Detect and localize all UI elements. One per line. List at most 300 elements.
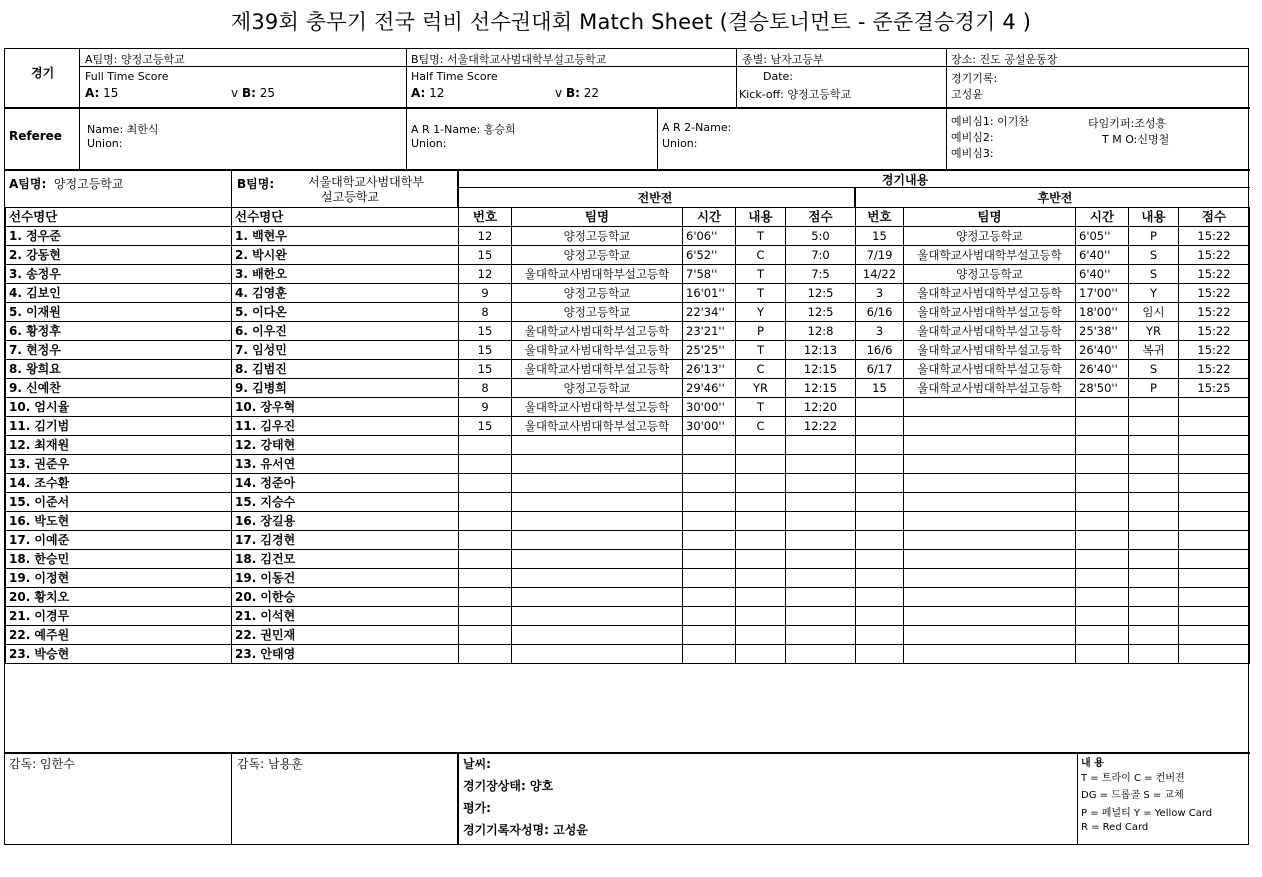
second-half-event-score: [1179, 531, 1250, 550]
second-half-event-row: [856, 626, 1250, 645]
second-half-event-score: 15:25: [1179, 379, 1250, 398]
b-player-name: 10. 장우혁: [232, 398, 459, 417]
b-player-name: 14. 정준아: [232, 474, 459, 493]
game-label: 경기: [31, 66, 55, 80]
second-half-event-event: [1129, 550, 1179, 569]
second-half-event-row: [856, 569, 1250, 588]
b-player-name: 15. 지승수: [232, 493, 459, 512]
roster-row: [6, 436, 459, 455]
first-half-event-number: 15: [459, 322, 512, 341]
second-half-event-score: [1179, 569, 1250, 588]
second-half-event-event: YR: [1129, 322, 1179, 341]
first-half-event-team: [512, 569, 683, 588]
a-player-name: 7. 현정우: [6, 341, 232, 360]
first-half-event-row: [459, 474, 856, 493]
first-half-event-time: [683, 531, 736, 550]
ground-condition: 경기장상태: 양호: [463, 779, 554, 793]
a-player-name: 6. 황정후: [6, 322, 232, 341]
ar1-name: A R 1-Name: 홍승희: [411, 123, 516, 136]
b-player-name: 20. 이한승: [232, 588, 459, 607]
second-half-event-number: 15: [856, 227, 904, 246]
ar2-name: A R 2-Name:: [662, 121, 732, 134]
second-half-event-time: [1076, 531, 1129, 550]
second-half-label: 후반전: [1037, 191, 1073, 205]
a-player-name: 23. 박승현: [6, 645, 232, 664]
second-half-event-event: [1129, 607, 1179, 626]
roster-table: [5, 207, 459, 664]
first-half-event-row: [459, 455, 856, 474]
second-half-event-number: 16/6: [856, 341, 904, 360]
roster-row: [6, 493, 459, 512]
a-player-name: 8. 왕희요: [6, 360, 232, 379]
b-player-name: 2. 박시완: [232, 246, 459, 265]
b-roster-header: 선수명단: [232, 208, 459, 227]
first-half-event-team: [512, 512, 683, 531]
second-half-event-row: [856, 227, 1250, 246]
first-half-event-time: 6'06'': [683, 227, 736, 246]
b-player-name: 1. 백현우: [232, 227, 459, 246]
second-half-event-event: [1129, 569, 1179, 588]
first-half-event-team: 양정고등학교: [512, 284, 683, 303]
first-half-event-event: T: [736, 265, 786, 284]
second-half-table: [855, 207, 1250, 664]
second-half-col-header: 번호: [856, 208, 904, 227]
second-half-event-score: 15:22: [1179, 360, 1250, 379]
second-half-event-score: 15:22: [1179, 341, 1250, 360]
second-half-event-team: [904, 626, 1076, 645]
second-half-event-time: 6'05'': [1076, 227, 1129, 246]
first-half-event-number: [459, 474, 512, 493]
second-half-event-team: [904, 569, 1076, 588]
a-player-name: 12. 최재원: [6, 436, 232, 455]
first-half-table: [458, 207, 856, 664]
second-half-event-score: [1179, 645, 1250, 664]
second-half-col-header: 내용: [1129, 208, 1179, 227]
roster-row: [6, 569, 459, 588]
first-half-event-time: [683, 645, 736, 664]
b-player-name: 17. 김경현: [232, 531, 459, 550]
first-half-event-score: 7:0: [786, 246, 856, 265]
second-half-event-row: [856, 436, 1250, 455]
second-half-event-number: 7/19: [856, 246, 904, 265]
second-half-event-time: [1076, 493, 1129, 512]
first-half-event-time: [683, 436, 736, 455]
first-half-col-header: 번호: [459, 208, 512, 227]
first-half-event-time: 22'34'': [683, 303, 736, 322]
roster-row: [6, 360, 459, 379]
second-half-event-time: [1076, 550, 1129, 569]
a-player-name: 20. 황치오: [6, 588, 232, 607]
second-half-event-row: [856, 284, 1250, 303]
tmo: T M O:신명철: [1102, 133, 1170, 146]
b-team-name: B팀명: 서울대학교사범대학부설고등학교: [411, 53, 607, 66]
first-half-event-row: [459, 607, 856, 626]
second-half-event-number: [856, 531, 904, 550]
second-half-event-team: [904, 474, 1076, 493]
first-half-event-row: [459, 531, 856, 550]
first-half-event-score: [786, 493, 856, 512]
second-half-event-score: [1179, 493, 1250, 512]
first-half-event-row: [459, 265, 856, 284]
second-half-event-row: [856, 512, 1250, 531]
first-half-event-time: [683, 455, 736, 474]
a-coach: 감독: 임한수: [9, 757, 75, 771]
first-half-event-team: 양정고등학교: [512, 303, 683, 322]
second-half-event-event: P: [1129, 379, 1179, 398]
first-half-event-number: 8: [459, 303, 512, 322]
second-half-event-row: [856, 360, 1250, 379]
first-half-event-number: 8: [459, 379, 512, 398]
kickoff: Kick-off: 양정고등학교: [739, 88, 852, 101]
first-half-event-score: 12:15: [786, 360, 856, 379]
second-half-col-header: 점수: [1179, 208, 1250, 227]
first-half-event-row: [459, 626, 856, 645]
second-half-event-row: [856, 303, 1250, 322]
roster-row: [6, 398, 459, 417]
roster-row: [6, 379, 459, 398]
page-title: 제39회 충무기 전국 럭비 선수권대회 Match Sheet (결승토너먼트 - 준준결승경기 4 ): [230, 10, 1032, 34]
a-player-name: 4. 김보인: [6, 284, 232, 303]
second-half-event-team: [904, 436, 1076, 455]
second-half-event-score: [1179, 436, 1250, 455]
first-half-event-event: P: [736, 322, 786, 341]
first-half-event-row: [459, 398, 856, 417]
first-half-event-score: [786, 626, 856, 645]
first-half-event-team: [512, 436, 683, 455]
a-player-name: 11. 김기범: [6, 417, 232, 436]
first-half-event-event: Y: [736, 303, 786, 322]
roster-row: [6, 455, 459, 474]
second-half-event-score: 15:22: [1179, 322, 1250, 341]
first-half-event-time: 30'00'': [683, 398, 736, 417]
first-half-event-row: [459, 227, 856, 246]
first-half-col-header: 점수: [786, 208, 856, 227]
first-half-event-row: [459, 341, 856, 360]
ar2-union: Union:: [662, 137, 698, 150]
second-half-event-event: [1129, 645, 1179, 664]
first-half-event-team: [512, 550, 683, 569]
b-coach: 감독: 남용훈: [237, 757, 303, 771]
first-half-event-time: [683, 474, 736, 493]
first-half-event-event: [736, 569, 786, 588]
first-half-event-team: [512, 588, 683, 607]
second-half-event-row: [856, 645, 1250, 664]
second-half-event-row: [856, 588, 1250, 607]
b-player-name: 18. 김건모: [232, 550, 459, 569]
referee-label: Referee: [9, 129, 62, 143]
roster-row: [6, 588, 459, 607]
first-half-event-number: 9: [459, 284, 512, 303]
first-half-event-score: 12:8: [786, 322, 856, 341]
second-half-event-event: 복귀: [1129, 341, 1179, 360]
first-half-event-row: [459, 493, 856, 512]
second-half-event-time: [1076, 455, 1129, 474]
first-half-event-time: 16'01'': [683, 284, 736, 303]
first-half-event-row: [459, 436, 856, 455]
second-half-event-score: 15:22: [1179, 246, 1250, 265]
first-half-event-score: [786, 588, 856, 607]
second-half-event-team: 울대학교사범대학부설고등학: [904, 379, 1076, 398]
second-half-event-time: [1076, 607, 1129, 626]
first-half-event-row: [459, 645, 856, 664]
second-half-event-score: 15:22: [1179, 227, 1250, 246]
b-player-name: 21. 이석현: [232, 607, 459, 626]
first-half-event-row: [459, 379, 856, 398]
b-player-name: 19. 이동건: [232, 569, 459, 588]
second-half-event-time: 18'00'': [1076, 303, 1129, 322]
second-half-event-number: [856, 474, 904, 493]
second-half-event-number: [856, 512, 904, 531]
first-half-col-header: 시간: [683, 208, 736, 227]
first-half-event-team: 울대학교사범대학부설고등학: [512, 322, 683, 341]
first-half-event-team: 양정고등학교: [512, 246, 683, 265]
second-half-event-score: [1179, 588, 1250, 607]
second-half-event-time: 25'38'': [1076, 322, 1129, 341]
first-half-event-time: [683, 493, 736, 512]
second-half-event-score: [1179, 474, 1250, 493]
first-half-event-time: [683, 550, 736, 569]
second-half-event-time: [1076, 436, 1129, 455]
first-half-event-time: [683, 626, 736, 645]
first-half-event-row: [459, 303, 856, 322]
first-half-event-team: [512, 607, 683, 626]
category: 종별: 남자고등부: [742, 53, 824, 66]
b-team-label: B팀명:: [237, 177, 275, 191]
second-half-event-score: [1179, 455, 1250, 474]
second-half-event-score: [1179, 607, 1250, 626]
first-half-event-event: [736, 626, 786, 645]
roster-row: [6, 341, 459, 360]
legend-title: 내 용: [1081, 758, 1104, 769]
second-half-event-row: [856, 607, 1250, 626]
second-half-event-score: 15:22: [1179, 265, 1250, 284]
b-player-name: 3. 배한오: [232, 265, 459, 284]
second-half-event-time: 6'40'': [1076, 265, 1129, 284]
first-half-event-time: [683, 588, 736, 607]
second-half-event-team: [904, 645, 1076, 664]
first-half-event-number: [459, 550, 512, 569]
second-half-event-number: 6/16: [856, 303, 904, 322]
roster-row: [6, 645, 459, 664]
second-half-event-time: [1076, 474, 1129, 493]
first-half-event-number: 12: [459, 227, 512, 246]
second-half-event-team: [904, 550, 1076, 569]
b-player-name: 5. 이다온: [232, 303, 459, 322]
second-half-event-team: [904, 417, 1076, 436]
second-half-event-event: [1129, 512, 1179, 531]
second-half-event-time: [1076, 569, 1129, 588]
first-half-event-event: [736, 493, 786, 512]
first-half-event-team: 양정고등학교: [512, 227, 683, 246]
a-player-name: 19. 이정현: [6, 569, 232, 588]
roster-row: [6, 512, 459, 531]
legend-line-4: R = Red Card: [1081, 822, 1149, 833]
first-half-event-score: [786, 550, 856, 569]
a-player-name: 5. 이재원: [6, 303, 232, 322]
ar1-union: Union:: [411, 137, 447, 150]
recorder-signature: 경기기록자성명: 고성윤: [463, 823, 588, 837]
second-half-event-score: [1179, 398, 1250, 417]
second-half-event-score: [1179, 626, 1250, 645]
second-half-event-team: [904, 512, 1076, 531]
second-half-event-number: [856, 436, 904, 455]
b-player-name: 11. 김우진: [232, 417, 459, 436]
a-player-name: 22. 예주원: [6, 626, 232, 645]
first-half-event-row: [459, 360, 856, 379]
first-half-event-number: 15: [459, 417, 512, 436]
reserve-2: 예비심2:: [951, 131, 994, 144]
first-half-event-event: [736, 645, 786, 664]
second-half-event-team: 울대학교사범대학부설고등학: [904, 284, 1076, 303]
b-player-name: 12. 강태현: [232, 436, 459, 455]
second-half-event-event: [1129, 398, 1179, 417]
first-half-event-time: [683, 607, 736, 626]
second-half-event-row: [856, 341, 1250, 360]
roster-row: [6, 227, 459, 246]
reserve-3: 예비심3:: [951, 147, 994, 160]
roster-row: [6, 607, 459, 626]
first-half-event-event: [736, 474, 786, 493]
second-half-event-score: [1179, 512, 1250, 531]
first-half-event-number: [459, 493, 512, 512]
first-half-event-time: 25'25'': [683, 341, 736, 360]
first-half-event-event: T: [736, 341, 786, 360]
roster-row: [6, 284, 459, 303]
a-player-name: 1. 정우준: [6, 227, 232, 246]
first-half-event-team: 울대학교사범대학부설고등학: [512, 265, 683, 284]
half-time-score: A: 12: [411, 86, 445, 100]
second-half-event-number: 6/17: [856, 360, 904, 379]
date-label: Date:: [763, 70, 793, 83]
first-half-event-row: [459, 550, 856, 569]
second-half-event-event: P: [1129, 227, 1179, 246]
first-half-event-row: [459, 569, 856, 588]
first-half-event-score: [786, 436, 856, 455]
first-half-event-event: [736, 531, 786, 550]
second-half-event-row: [856, 379, 1250, 398]
second-half-event-row: [856, 246, 1250, 265]
first-half-event-number: 9: [459, 398, 512, 417]
first-half-col-header: 내용: [736, 208, 786, 227]
a-player-name: 2. 강동현: [6, 246, 232, 265]
first-half-event-team: 울대학교사범대학부설고등학: [512, 341, 683, 360]
second-half-event-number: [856, 645, 904, 664]
second-half-event-row: [856, 493, 1250, 512]
second-half-event-score: [1179, 550, 1250, 569]
second-half-event-event: [1129, 436, 1179, 455]
first-half-event-score: [786, 607, 856, 626]
first-half-event-number: 15: [459, 360, 512, 379]
first-half-event-number: 15: [459, 341, 512, 360]
b-player-name: 23. 안태영: [232, 645, 459, 664]
second-half-event-team: 울대학교사범대학부설고등학: [904, 246, 1076, 265]
first-half-event-event: C: [736, 360, 786, 379]
timekeeper: 타임키퍼:조성흥: [1088, 117, 1167, 130]
first-half-event-row: [459, 246, 856, 265]
first-half-event-team: [512, 474, 683, 493]
second-half-event-event: [1129, 626, 1179, 645]
first-half-event-time: 23'21'': [683, 322, 736, 341]
first-half-event-number: [459, 531, 512, 550]
second-half-event-time: [1076, 417, 1129, 436]
b-player-name: 9. 김병희: [232, 379, 459, 398]
second-half-event-number: 3: [856, 284, 904, 303]
b-player-name: 4. 김영훈: [232, 284, 459, 303]
roster-row: [6, 417, 459, 436]
a-roster-header: 선수명단: [6, 208, 232, 227]
second-half-event-team: [904, 531, 1076, 550]
full-time-score: A: 15: [85, 86, 119, 100]
first-half-event-event: T: [736, 227, 786, 246]
first-half-event-time: 6'52'': [683, 246, 736, 265]
first-half-event-event: [736, 436, 786, 455]
first-half-event-number: 12: [459, 265, 512, 284]
second-half-event-number: 3: [856, 322, 904, 341]
roster-row: [6, 265, 459, 284]
first-half-event-row: [459, 322, 856, 341]
second-half-event-event: 임시: [1129, 303, 1179, 322]
second-half-event-team: [904, 493, 1076, 512]
second-half-event-row: [856, 531, 1250, 550]
match-sheet: 경기 A팀명: 양정고등학교 B팀명: 서울대학교사범대학부설고등학교 종별: 남자고등부 장소: 진도 공설운동장 Full Time Score A: 15 v B: 25 Half Time Score A: 12 v B: 22 Date: Kick-off: 양정고등학교 경기기록: 고성윤 Referee Name: 최한식 Union: A R 1-Name: 홍승희 Union: A R 2-Name: Union: 예비심1: 이기찬 예비심2: 예비심3: 타임키퍼:조성흥 T M O:신명철 A팀명: 양정고등학교 B팀명: 서울대학교사범대학부 설고등학교 경기내용 전반전 후반전 선수명단 선수명단 1. 정우준 1. 백현우 2. 강동현 2. 박시완 3. 송정우 3. 배한오 4. 김보인 4. 김영훈 5. 이재원 5. 이다온 6. 황정후 6. 이우진 7. 현정우 7. 임성민 8. 왕희요 8. 김범진 9. 신예찬 9. 김병희 10. 엄시율 10. 장우혁 11. 김기범 11. 김우진 12. 최재원 12. 강태현 13. 권준우 13. 유서연 14. 조수환 14. 정준아 15. 이준서 15. 지승수 16. 박도현 16. 장길용 17. 이예준 17. 김경현 18. 한승민 18. 김건모 19. 이정현 19. 이동건 20. 황치오 20. 이한승 21. 이경무 21. 이석현 22. 예주원 22. 권민재 23. 박승현 23. 안태영 번호 팀명 시간 내용 점수 12 양정고등학교 6'06'' T 5:0 15 양정고등학교 6'52'' C 7:0 12 울대학교사범대학부설고등학 7'58'' T 7:5 9 양정고등학교 16'01'' T 12:5 8 양정고등학교 22'34'' Y 12:5 15 울대학교사범대학부설고등학 23'21'' P 12:8 15 울대학교사범대학부설고등학 25'25'' T 12:13 15 울대학교사범대학부설고등학 26'13'' C 12:15 8 양정고등학교 29'46'' YR 12:15 9 울대학교사범대학부설고등학 30'00'' T 12:20 15 울대학교사범대학부설고등학 30'00'' C 12:22 번호 팀명 시간 내용 점수 15 양정고등학교 6'05'' P 15:22 7/19 울대학교사범대학부설고등학 6'40'' S 15:22 14/22 양정고등학교 6'40'' S 15:22 3 울대학교사범대학부설고등학 17'00'' Y 15:22 6/16 울대학교사범대학부설고등학 18'00'' 임시 15:22 3 울대학교사범대학부설고등학 25'38'' YR 15:22 16/6 울대학교사범대학부설고등학 26'40'' 복귀 15:22 6/17 울대학교사범대학부설고등학 26'40'' S 15:22 15 울대학교사범대학부설고등학 28'50'' P 15:25 감독: 임한수 감독: 남용훈 날씨: 경기장상태: 양호 평가: 경기기록자성명: 고성윤 내 용 T = 트라이 C = 컨버젼 DG = 드롭골 S = 교체 P = 페널티 Y = Yellow Card R = Red Card: [4, 48, 1249, 845]
second-half-event-team: 울대학교사범대학부설고등학: [904, 341, 1076, 360]
half-time-label: Half Time Score: [411, 70, 498, 83]
second-half-event-number: [856, 417, 904, 436]
roster-row: [6, 322, 459, 341]
second-half-event-row: [856, 550, 1250, 569]
first-half-event-team: [512, 455, 683, 474]
first-half-event-score: [786, 512, 856, 531]
b-player-name: 16. 장길용: [232, 512, 459, 531]
first-half-event-score: [786, 474, 856, 493]
second-half-event-team: [904, 455, 1076, 474]
second-half-event-row: [856, 455, 1250, 474]
second-half-event-number: [856, 588, 904, 607]
first-half-event-team: [512, 626, 683, 645]
second-half-event-number: [856, 550, 904, 569]
second-half-event-event: [1129, 588, 1179, 607]
second-half-event-time: [1076, 588, 1129, 607]
full-time-label: Full Time Score: [85, 70, 169, 83]
first-half-event-score: [786, 645, 856, 664]
second-half-event-time: [1076, 398, 1129, 417]
first-half-event-time: 26'13'': [683, 360, 736, 379]
second-half-event-team: 양정고등학교: [904, 227, 1076, 246]
first-half-event-event: [736, 455, 786, 474]
legend-line-1: T = 트라이 C = 컨버젼: [1081, 773, 1185, 784]
b-player-name: 7. 임성민: [232, 341, 459, 360]
first-half-event-score: 12:15: [786, 379, 856, 398]
second-half-event-row: [856, 474, 1250, 493]
second-half-event-row: [856, 417, 1250, 436]
b-player-name: 6. 이우진: [232, 322, 459, 341]
first-half-event-team: [512, 645, 683, 664]
record-title: 경기내용: [881, 173, 929, 187]
first-half-event-event: [736, 512, 786, 531]
a-player-name: 15. 이준서: [6, 493, 232, 512]
first-half-event-time: [683, 569, 736, 588]
roster-row: [6, 531, 459, 550]
second-half-event-event: S: [1129, 265, 1179, 284]
evaluation: 평가:: [463, 801, 491, 815]
reserve-1: 예비심1: 이기찬: [951, 115, 1029, 128]
first-half-event-number: [459, 607, 512, 626]
second-half-event-time: 17'00'': [1076, 284, 1129, 303]
second-half-event-time: 28'50'': [1076, 379, 1129, 398]
b-player-name: 13. 유서연: [232, 455, 459, 474]
first-half-event-number: [459, 512, 512, 531]
first-half-event-time: 29'46'': [683, 379, 736, 398]
